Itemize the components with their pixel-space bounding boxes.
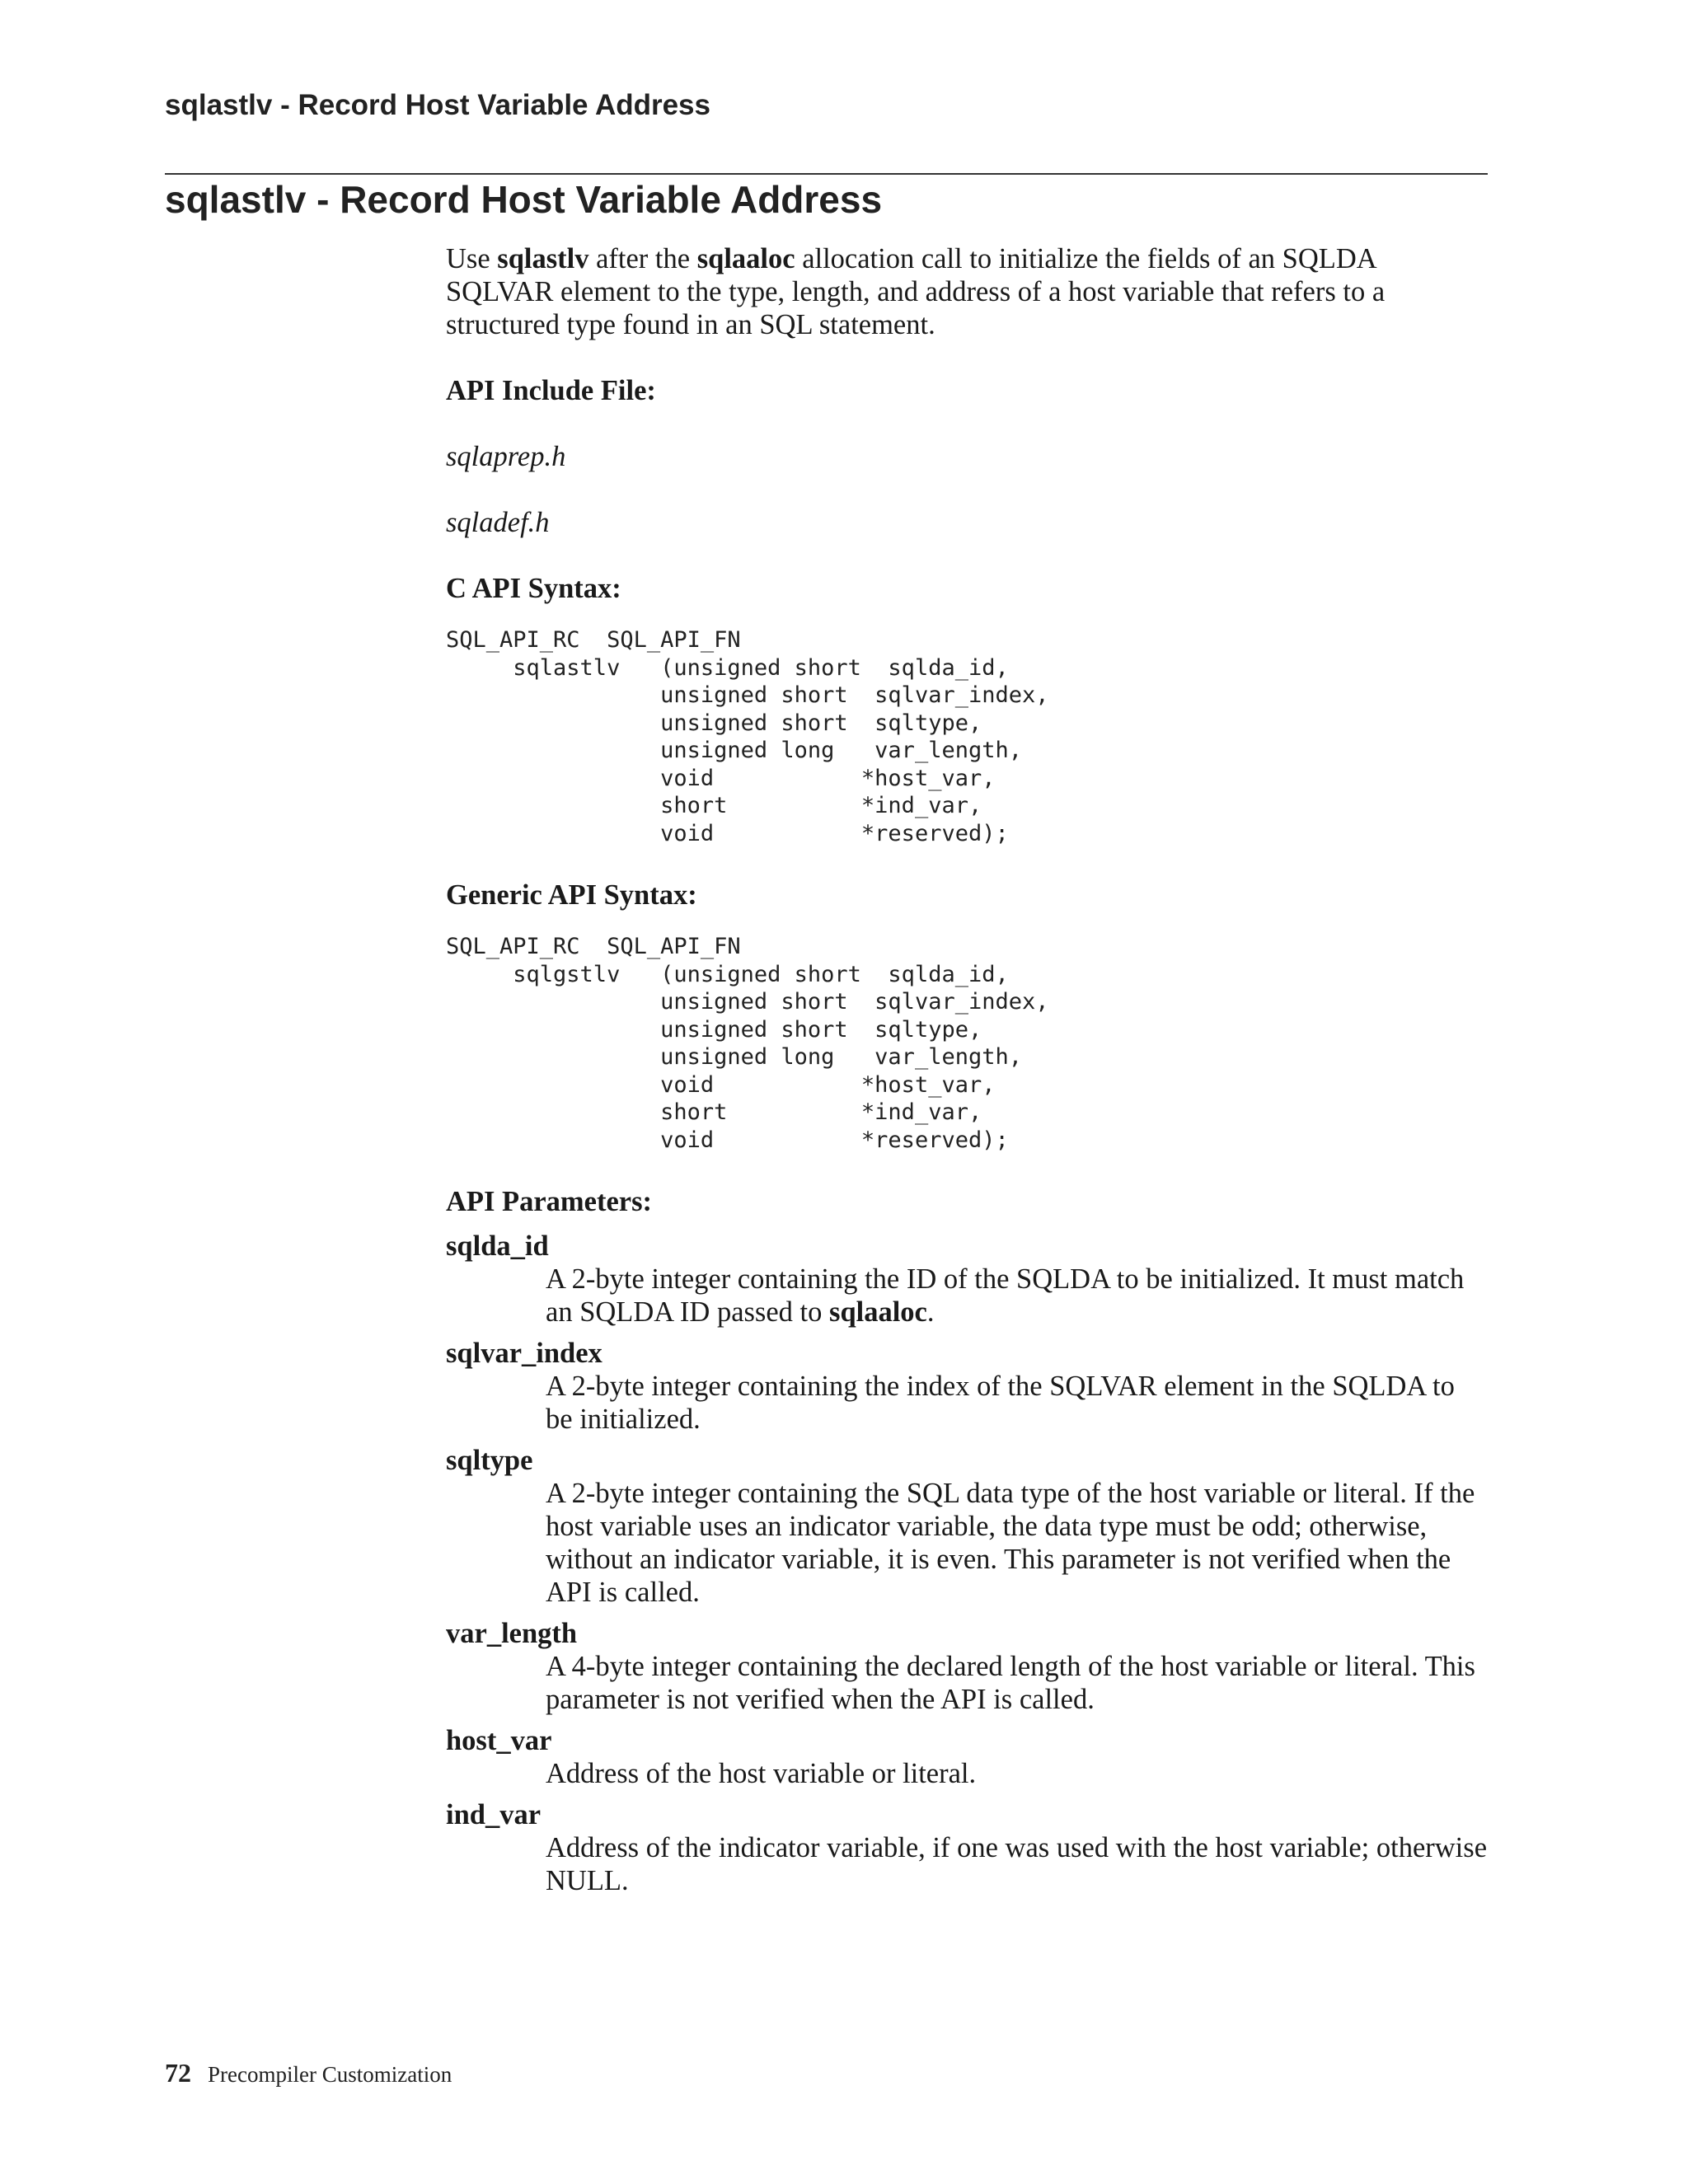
param-desc: Address of the indicator variable, if one was used with the host variable; otherwise NULL. [546,1832,1488,1896]
param-desc: A 2-byte integer containing the SQL data type of the host variable or literal. If the host variable uses an indicator variable, the data type must be odd; otherwise, without an indicator variable, it is even. This parameter is not verified when the API is called. [546,1478,1475,1608]
param-term: ind_var [446,1799,542,1830]
include-heading: API Include File: [446,375,656,406]
params-heading: API Parameters: [446,1186,653,1217]
c-syntax-code: SQL_API_RC SQL_API_FN sqlastlv (unsigned short sqlda_id, unsigned short sqlvar_index, unsigned short sqltype, unsigned long var_length, void *host_var, short *ind_var, void *reserved); [446,627,1049,846]
param-host-var [446,1724,1489,1790]
intro-bold-sqlaaloc: sqlaaloc [696,243,795,274]
param-term: var_length [446,1618,578,1649]
include-file-1: sqlaprep.h [446,441,566,472]
param-var-length [446,1617,1489,1716]
intro-bold-sqlastlv: sqlastlv [497,243,589,274]
intro-paragraph [446,242,1489,341]
page-footer [165,2058,452,2088]
param-term: sqltype [446,1445,533,1476]
running-head: sqlastlv - Record Host Variable Address [165,89,710,121]
param-desc: A 4-byte integer containing the declared length of the host variable or literal. This parameter is not verified when the API is called. [546,1651,1475,1715]
page-number: 72 [165,2058,191,2088]
param-desc-end: . [926,1296,935,1328]
param-sqltype [446,1444,1489,1609]
param-term: sqlvar_index [446,1338,603,1369]
intro-text-2: after the [588,243,697,274]
param-ind-var [446,1798,1489,1897]
param-sqlvar-index [446,1337,1489,1436]
param-term: sqlda_id [446,1230,549,1262]
param-desc [546,1263,1489,1329]
c-syntax-heading: C API Syntax: [446,573,621,604]
page-title: sqlastlv - Record Host Variable Address [165,178,883,221]
param-sqlda-id [446,1230,1489,1329]
param-term: host_var [446,1725,552,1756]
generic-syntax-heading: Generic API Syntax: [446,879,697,911]
generic-syntax-code: SQL_API_RC SQL_API_FN sqlgstlv (unsigned short sqlda_id, unsigned short sqlvar_index, unsigned short sqltype, unsigned long var_length, void *host_var, short *ind_var, void *reserved); [446,934,1049,1153]
param-desc: Address of the host variable or literal. [546,1758,977,1789]
intro-text-1: Use [446,243,498,274]
content-body [446,242,1489,1897]
param-desc: A 2-byte integer containing the index of the SQLVAR element in the SQLDA to be initialized. [546,1371,1455,1435]
param-desc-bold: sqlaaloc [829,1296,927,1328]
include-file-2: sqladef.h [446,507,550,538]
book-title: Precompiler Customization [208,2062,452,2087]
param-desc-text: A 2-byte integer containing the ID of the SQLDA to be initialized. It must match an SQLDA ID passed to [546,1263,1465,1328]
header-rule [165,173,1488,175]
intro-text-3: allocation call to initialize the fields of an SQLDA SQLVAR element to the type, length, and address of a host variable that refers to a structured type found in an SQL statement. [446,243,1386,340]
